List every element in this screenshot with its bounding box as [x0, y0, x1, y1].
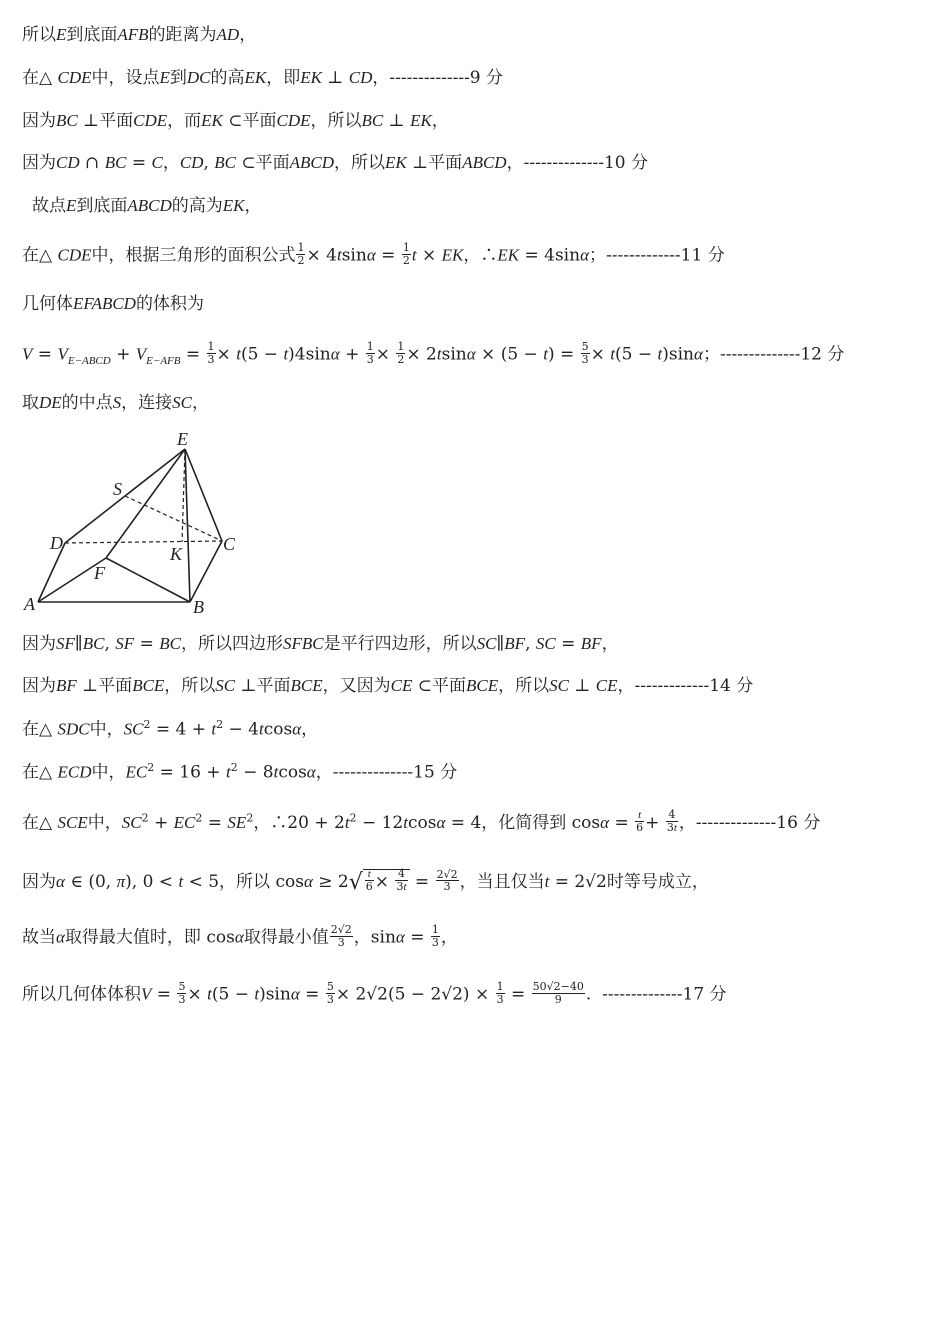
label-F: F	[94, 563, 105, 583]
edge-FB	[106, 558, 190, 602]
edge-DC-hidden	[65, 541, 222, 543]
label-D: D	[50, 533, 63, 553]
edge-EC	[185, 449, 222, 541]
line-11: 因为BF ⊥平面BCE，所以SC ⊥平面BCE，又因为CE ⊂平面BCE，所以SC ⊥ CE，-------------14 分	[22, 676, 754, 696]
line-12: 在△ SDC中，$SC^2 = 4 + t^2 - 4tcos\alpha$，	[22, 718, 319, 740]
label-K: K	[170, 544, 183, 564]
line-15: 因为α ∈ (0, π), 0 < t < 5，所以 cosα ≥ 2√ $\frac{t}{6}$ × $\frac{4}{3t}$ = $\frac{2√2}{3}$ ，当且仅当t = 2√2时等号成立，	[22, 867, 709, 896]
line-10: 因为SF∥BC, SF = BC，所以四边形SFBC是平行四边形，所以SC∥BF, SC = BF，	[22, 634, 619, 654]
label-E: E	[177, 429, 188, 449]
line-5: 故点E到底面ABCD的高为EK，	[32, 196, 262, 216]
line-3: 因为BC ⊥平面CDE，而EK ⊂平面CDE，所以BC ⊥ EK，	[22, 111, 449, 131]
line-17: 所以几何体体积V = $\frac{5}{3}$ × t(5 − t)sinα = $\frac{5}{3}$ × 2√2(5 − 2√2) × $\frac{1}{3}$ = $\frac{50√2-40}{9}$ . --------------17 分	[22, 980, 727, 1006]
line-16: 故当α取得最大值时，即 cosα取得最小值 $\frac{2√2}{3}$ ，sinα = $\frac{1}{3}$ ，	[22, 923, 458, 949]
edge-EK-hidden	[182, 449, 185, 542]
label-S: S	[113, 479, 122, 499]
label-B: B	[193, 597, 204, 617]
geometry-figure	[18, 425, 248, 620]
line-9: 取DE的中点S，连接SC，	[22, 393, 210, 413]
label-C: C	[223, 534, 236, 554]
line-14: 在△ SCE中，$SC^2 + EC^2 = SE^2$，∴20 + $2t^2 - 12tcos\alpha = 4$，化简得到 cosα = $\frac{t}{6}$ + $\frac{4}{3t}$ ，--------------16 分	[22, 808, 821, 835]
edge-BC	[190, 541, 222, 602]
line-4: 因为CD ∩ BC = C，CD, BC ⊂平面ABCD，所以EK ⊥平面ABCD，--------------10 分	[22, 153, 649, 173]
line-13: 在△ ECD中，$EC^2 = 16 + t^2 - 8tcos\alpha$，--------------15 分	[22, 761, 458, 783]
line-7: 几何体EFABCD的体积为	[22, 294, 204, 314]
line-8: $V = V_{E-ABCD} + V_{E-AFB}$ = $\frac{1}{3}$ × t(5 − t)4sinα + $\frac{1}{3}$ × $\frac{1}{2}$ × 2tsinα × (5 − t) = $\frac{5}{3}$ × t(5 − t)sinα；--------------12 分	[22, 340, 845, 367]
label-A: A	[24, 594, 35, 614]
line-2: 在△ CDE中，设点E到DC的高EK，即EK ⊥ CD，--------------9 分	[22, 68, 504, 88]
line-6: 在△ CDE中，根据三角形的面积公式 $\frac{1}{2}$ × 4tsinα = $\frac{1}{2}$ t × EK，∴EK = 4sinα；-------------11 分	[22, 241, 725, 267]
line-1: 所以E到底面AFB的距离为AD，	[22, 25, 257, 45]
